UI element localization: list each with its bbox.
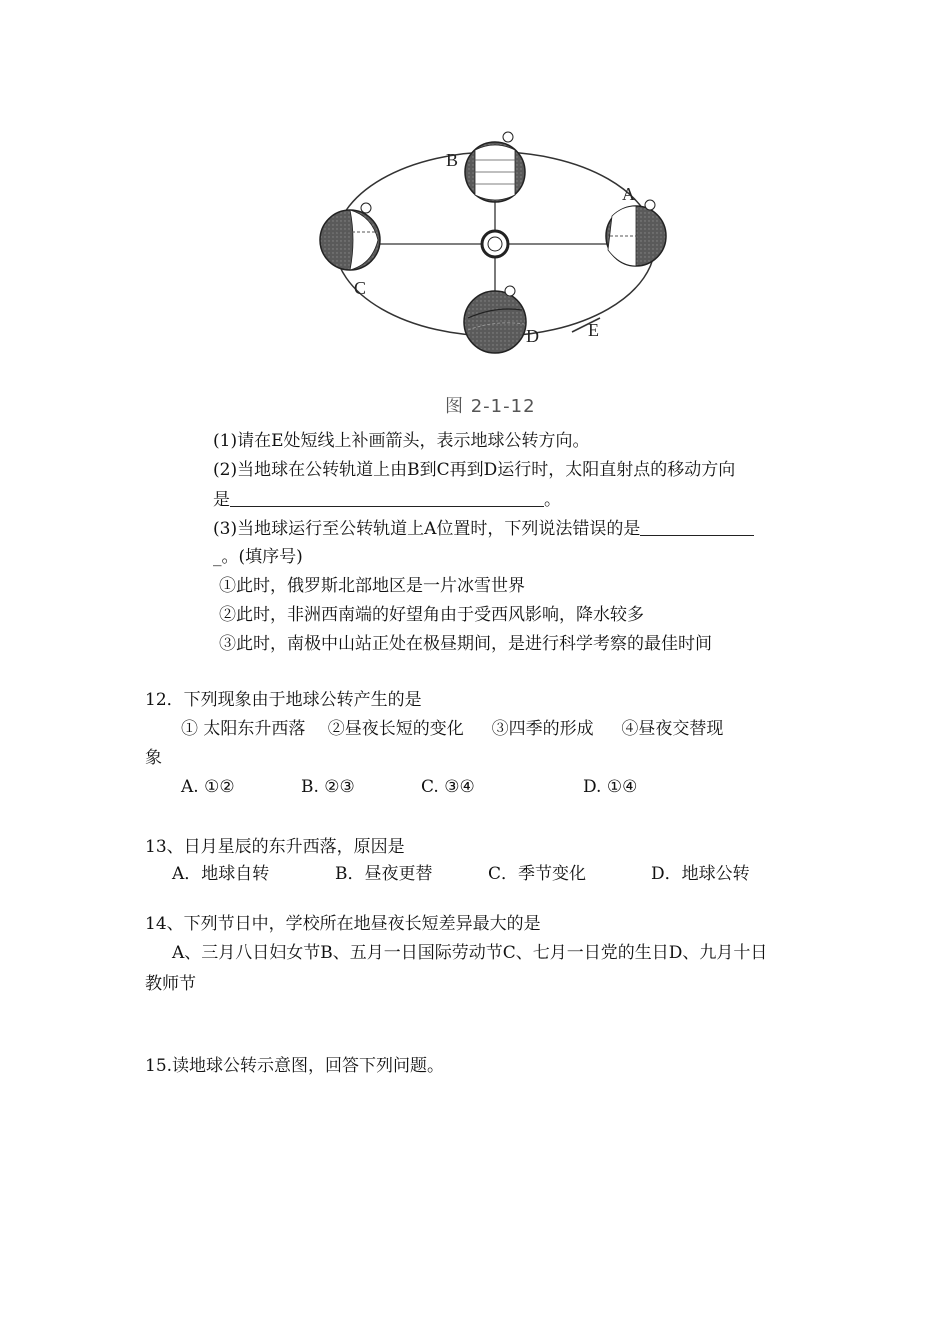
- q12-choice-c: C. ③④: [421, 777, 475, 797]
- q11-option-1: ①此时，俄罗斯北部地区是一片冰雪世界: [219, 576, 525, 596]
- q12-stem: 12．下列现象由于地球公转产生的是: [145, 690, 422, 710]
- q11-part1: (1)请在E处短线上补画箭头，表示地球公转方向。: [213, 431, 590, 451]
- q12-items-line2: 象: [145, 748, 162, 768]
- label-b: B: [446, 150, 459, 170]
- earth-position-c: [320, 203, 380, 270]
- q12-items-line1: ① 太阳东升西落 ②昼夜长短的变化 ③四季的形成 ④昼夜交替现: [181, 719, 724, 739]
- q15-stem: 15.读地球公转示意图，回答下列问题。: [145, 1056, 445, 1076]
- q11-option-2: ②此时，非洲西南端的好望角由于受西风影响，降水较多: [219, 605, 644, 625]
- label-c: C: [354, 278, 367, 298]
- q11-part2-suffix: 。: [544, 490, 561, 510]
- earth-position-b: [465, 132, 525, 202]
- q14-choices-line1: A、三月八日妇女节B、五月一日国际劳动节C、七月一日党的生日D、九月十日: [172, 943, 768, 963]
- earth-position-d: [464, 286, 526, 353]
- q11-part2-answer-blank[interactable]: [230, 488, 544, 507]
- q11-part2-prefix: 是: [213, 490, 230, 510]
- figure-caption: 图 2-1-12: [445, 396, 536, 417]
- q13-choice-b: B．昼夜更替: [335, 864, 433, 884]
- earth-position-a: [606, 200, 666, 266]
- q14-choices-line2: 教师节: [145, 974, 196, 994]
- q11-part3-line1: [213, 517, 754, 540]
- q13-choice-c: C．季节变化: [488, 864, 587, 884]
- q12-choice-b: B. ②③: [301, 777, 355, 797]
- q11-part2-line1: (2)当地球在公转轨道上由B到C再到D运行时，太阳直射点的移动方向: [213, 460, 736, 480]
- q11-option-3: ③此时，南极中山站正处在极昼期间，是进行科学考察的最佳时间: [219, 634, 712, 654]
- q11-part3-stem: (3)当地球运行至公转轨道上A位置时，下列说法错误的是: [213, 519, 641, 539]
- label-e: E: [588, 320, 599, 340]
- q11-part3-line2: _。(填序号): [213, 547, 303, 567]
- label-a: A: [622, 184, 635, 204]
- q12-choice-d: D. ①④: [583, 777, 638, 797]
- q13-choice-a: A．地球自转: [172, 864, 270, 884]
- q13-choice-d: D．地球公转: [651, 864, 750, 884]
- q11-part2-line2: [213, 488, 561, 511]
- q14-stem: 14、下列节日中，学校所在地昼夜长短差异最大的是: [145, 914, 541, 934]
- q12-choice-a: A. ①②: [181, 777, 235, 797]
- q11-part3-answer-blank[interactable]: [640, 517, 754, 536]
- earth-orbit-diagram: [300, 120, 700, 360]
- q13-stem: 13、日月星辰的东升西落，原因是: [145, 837, 405, 857]
- label-d: D: [526, 326, 539, 346]
